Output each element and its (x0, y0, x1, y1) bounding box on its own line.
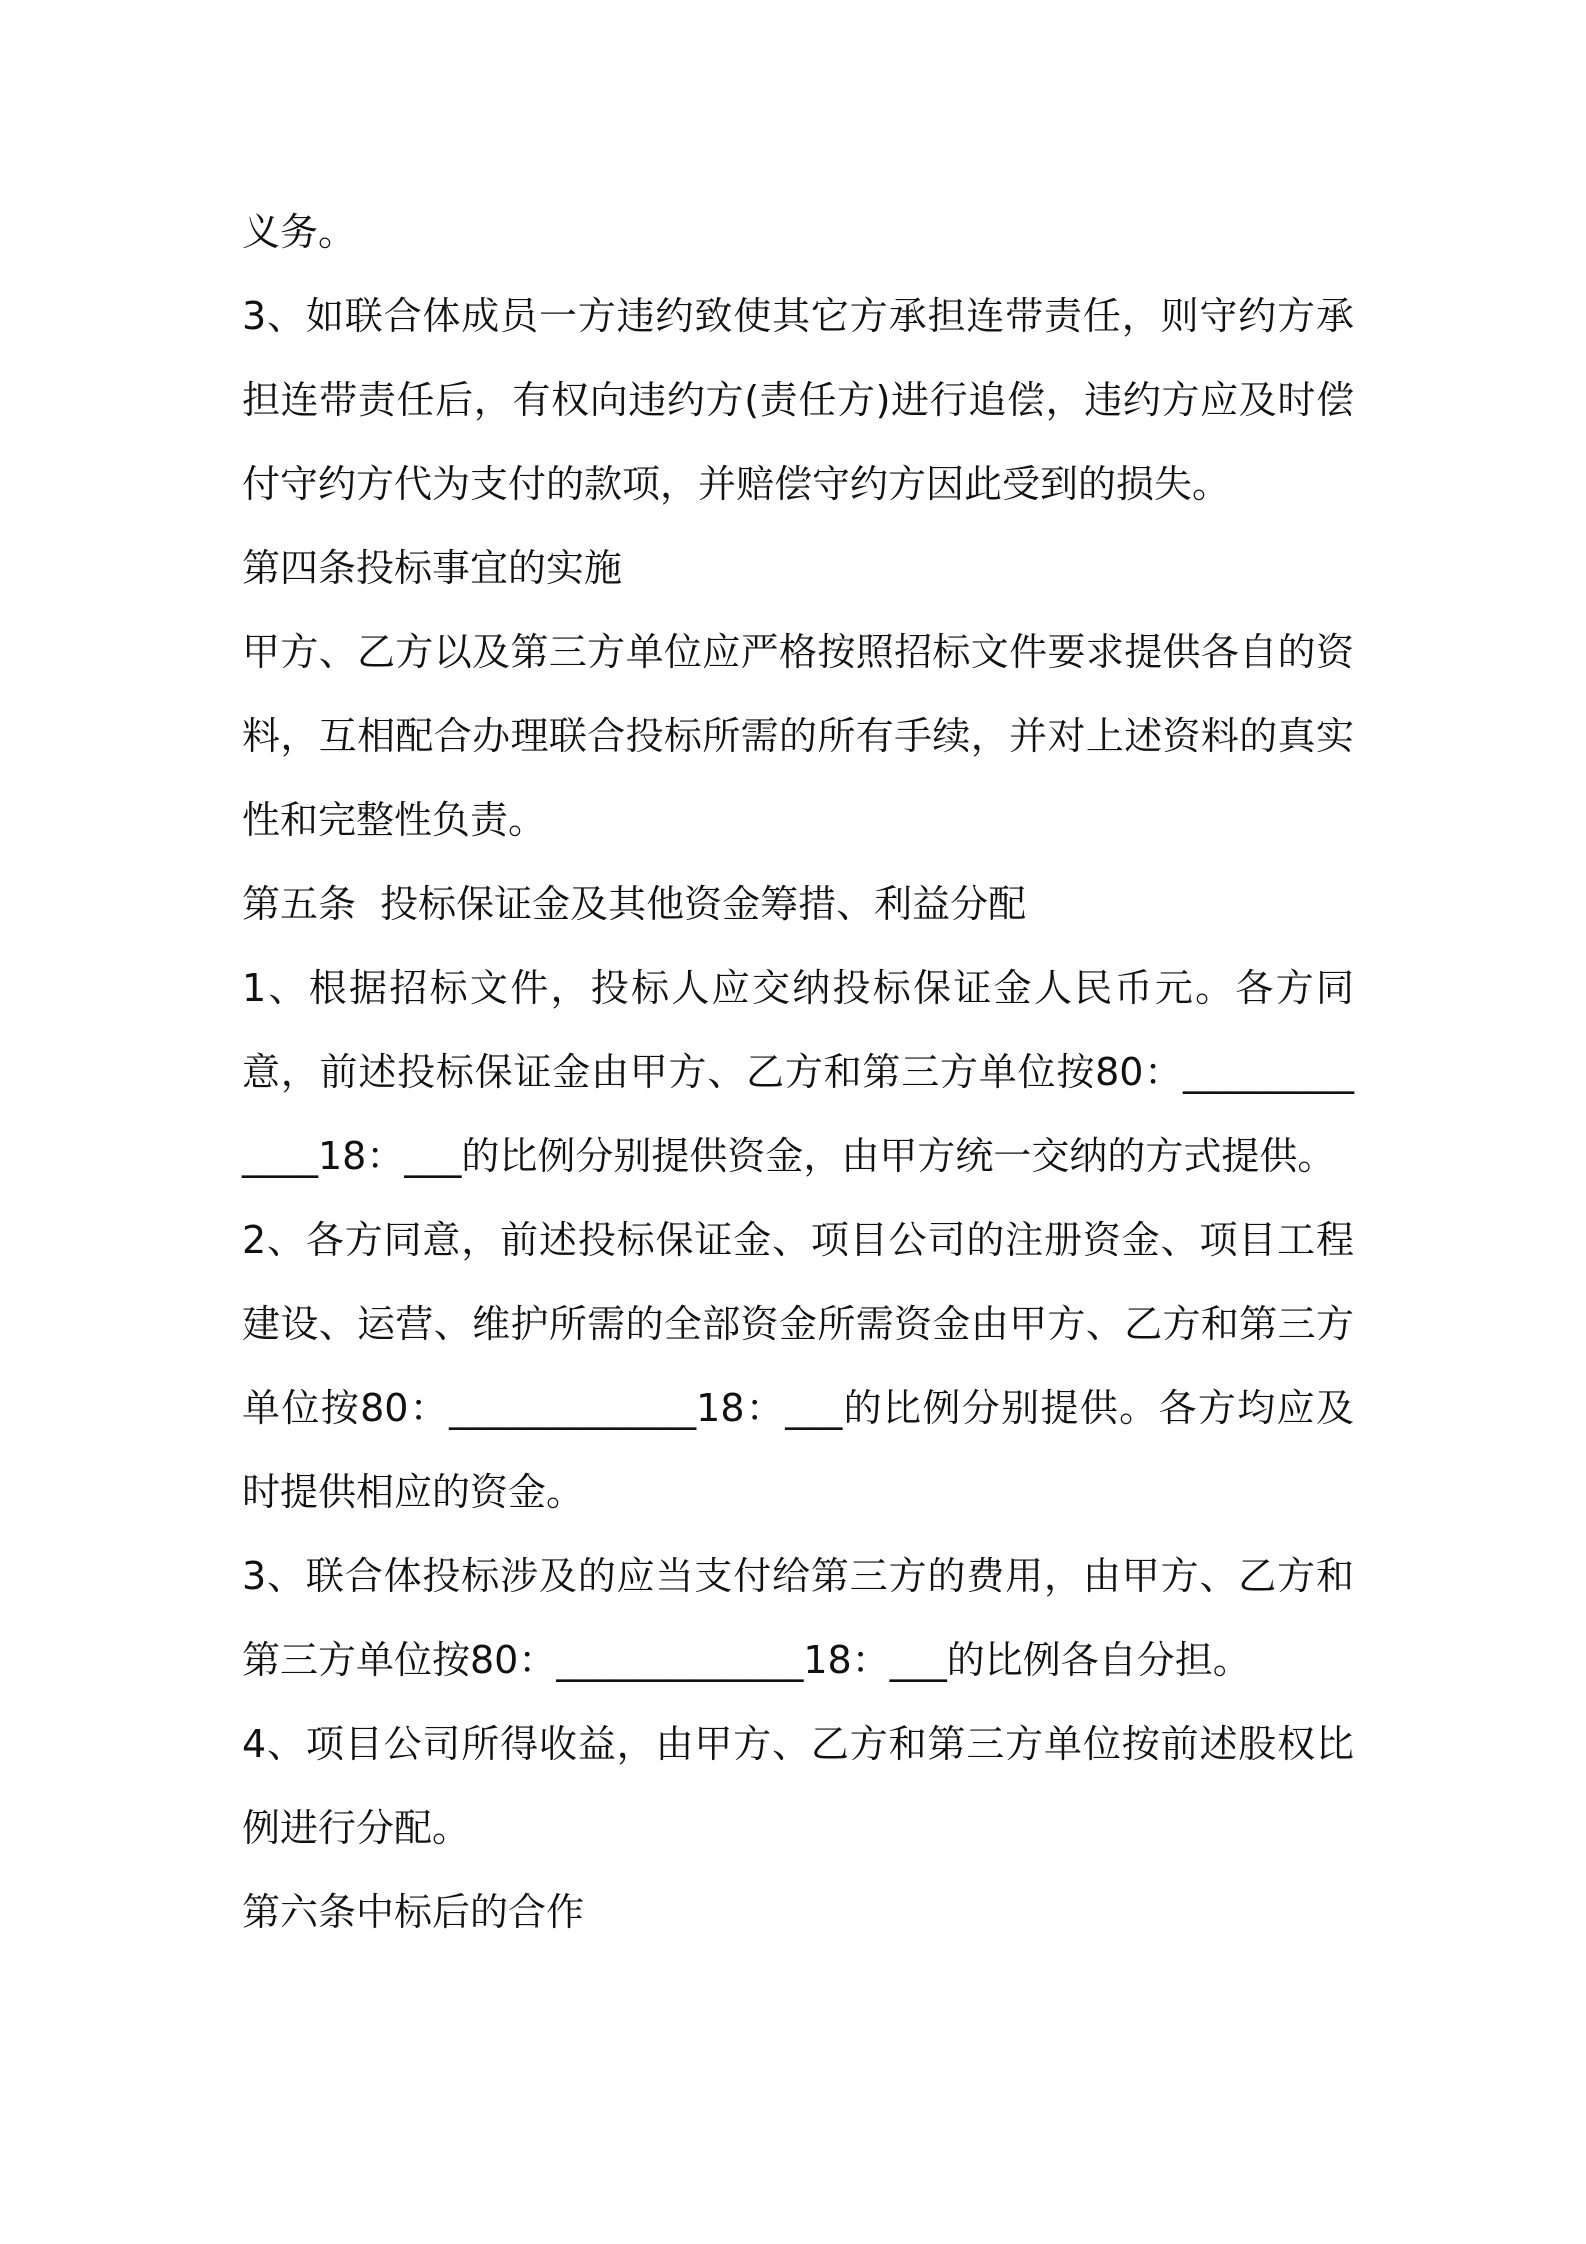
paragraph-article-5-item-4: 4、项目公司所得收益，由甲方、乙方和第三方单位按前述股权比例进行分配。 (242, 1722, 1354, 1850)
paragraph-article-5-item-1: 1、根据招标文件，投标人应交纳投标保证金人民币元。各方同意，前述投标保证金由甲方、乙方和第三方单位按80：_____________18：___的比例分别提供资金，由甲方统一交纳的方式提供。 (242, 966, 1354, 1178)
document-body (242, 190, 1354, 1954)
section-heading-article-5: 第五条 投标保证金及其他资金筹措、利益分配 (242, 882, 1027, 926)
paragraph-article-5-item-3: 3、联合体投标涉及的应当支付给第三方的费用，由甲方、乙方和第三方单位按80：_____________18：___的比例各自分担。 (242, 1554, 1354, 1682)
paragraph-obligation-end: 义务。 (242, 210, 357, 254)
paragraph-article-5-item-2: 2、各方同意，前述投标保证金、项目公司的注册资金、项目工程建设、运营、维护所需的全部资金所需资金由甲方、乙方和第三方单位按80：_____________18：___的比例分别提供。各方均应及时提供相应的资金。 (242, 1218, 1354, 1514)
paragraph-clause-3-liability: 3、如联合体成员一方违约致使其它方承担连带责任，则守约方承担连带责任后，有权向违约方(责任方)进行追偿，违约方应及时偿付守约方代为支付的款项，并赔偿守约方因此受到的损失。 (242, 294, 1354, 506)
section-heading-article-6: 第六条中标后的合作 (242, 1890, 585, 1934)
section-heading-article-4: 第四条投标事宜的实施 (242, 546, 623, 590)
paragraph-article-4-body: 甲方、乙方以及第三方单位应严格按照招标文件要求提供各自的资料，互相配合办理联合投标所需的所有手续，并对上述资料的真实性和完整性负责。 (242, 630, 1354, 842)
